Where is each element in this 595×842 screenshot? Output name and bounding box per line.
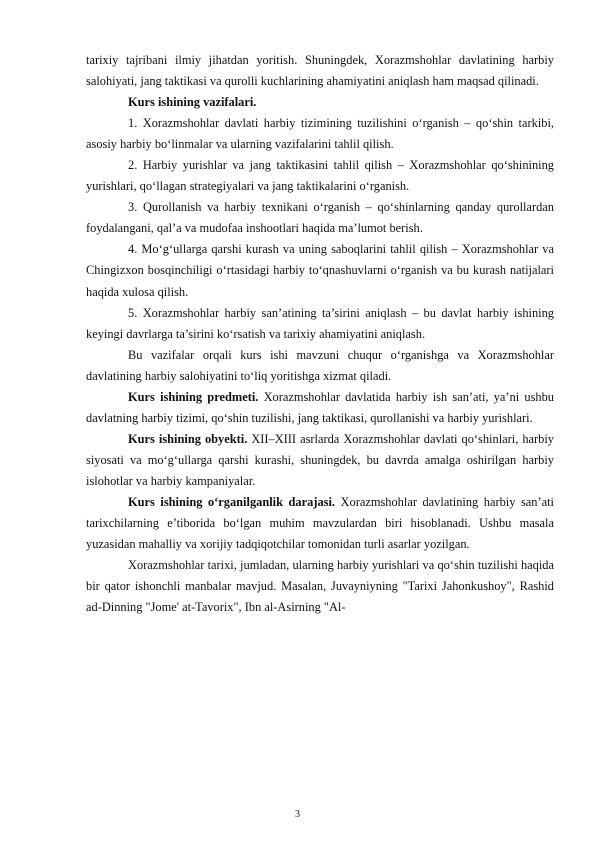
paragraph-course-object: Kurs ishining obyekti. XII–XIII asrlarda Xorazmshohlar davlati qo‘shinlari, harbiy siyosati va mo‘g‘ullarga qarshi kurashi, shuningdek, bu davrda amalga oshirilgan harbiy islohotlar va harbiy kampaniyalar. xyxy=(86,431,554,488)
subject-label: Kurs ishining predmeti. xyxy=(128,389,259,404)
heading-course-tasks: Kurs ishining vazifalari. xyxy=(128,95,257,110)
task-item-1: 1. Xorazmshohlar davlati harbiy tizimining tuzilishini o‘rganish – qo‘shin tarkibi, asosiy harbiy bo‘linmalar va ularning vazifalarini tahlil qilish. xyxy=(86,116,554,152)
task-item-4: 4. Mo‘g‘ullarga qarshi kurash va uning saboqlarini tahlil qilish – Xorazmshohlar va Chingizxon bosqinchiligi o‘rtasidagi harbiy to‘qnashuvlarni o‘rganish va bu kurash natijalari haqida xulosa qilish. xyxy=(86,242,554,299)
page-number: 3 xyxy=(295,809,300,820)
task-item-5: 5. Xorazmshohlar harbiy san’atining ta’sirini aniqlash – bu davlat harbiy ishining keyingi davrlarga ta’sirini ko‘rsatish va tarixiy ahamiyatini aniqlash. xyxy=(86,305,554,341)
paragraph-sources: Xorazmshohlar tarixi, jumladan, ularning harbiy yurishlari va qo‘shin tuzilishi haqida bir qator ishonchli manbalar mavjud. Masalan, Juvayniyning "Tarixi Jahonkushoy", Rashid ad-Dinning "Jome' at-Tavorix", Ibn al-Asirning "Al- xyxy=(86,558,554,615)
paragraph-intro-continuation: tarixiy tajribani ilmiy jihatdan yoritish. Shuningdek, Xorazmshohlar davlatining harbiy salohiyati, jang taktikasi va qurolli kuchlarining ahamiyatini aniqlash ham maqsad qilinadi. xyxy=(86,53,554,89)
object-label: Kurs ishining obyekti. xyxy=(128,431,248,446)
task-item-3: 3. Qurollanish va harbiy texnikani o‘rganish – qo‘shinlarning qanday qurollardan foydalangani, qal’a va mudofaa inshootlari haqida ma’lumot berish. xyxy=(86,200,554,236)
paragraph-study-level: Kurs ishining o‘rganilganlik darajasi. Xorazmshohlar davlatining harbiy san’ati tarixchilarning e’tiborida bo‘lgan muhim mavzulardan biri hisoblanadi. Ushbu masala yuzasidan mahalliy va xorijiy tadqiqotchilar tomonidan turli asarlar yozilgan. xyxy=(86,494,554,552)
paragraph-course-subject: Kurs ishining predmeti. Xorazmshohlar davlatida harbiy ish san’ati, ya’ni ushbu davlatning harbiy tizimi, qo‘shin tuzilishi, jang taktikasi, qurollanishi va harbiy yurishlari. xyxy=(86,389,555,425)
task-item-2: 2. Harbiy yurishlar va jang taktikasini tahlil qilish – Xorazmshohlar qo‘shinining yurishlari, qo‘llagan strategiyalari va jang taktikalarini o‘rganish. xyxy=(86,158,554,194)
document-body xyxy=(86,50,554,618)
study-level-label: Kurs ishining o‘rganilganlik darajasi. xyxy=(128,494,336,509)
paragraph-tasks-summary: Bu vazifalar orqali kurs ishi mavzuni chuqur o‘rganishga va Xorazmshohlar davlatining harbiy salohiyatini to‘liq yoritishga xizmat qiladi. xyxy=(86,347,554,383)
